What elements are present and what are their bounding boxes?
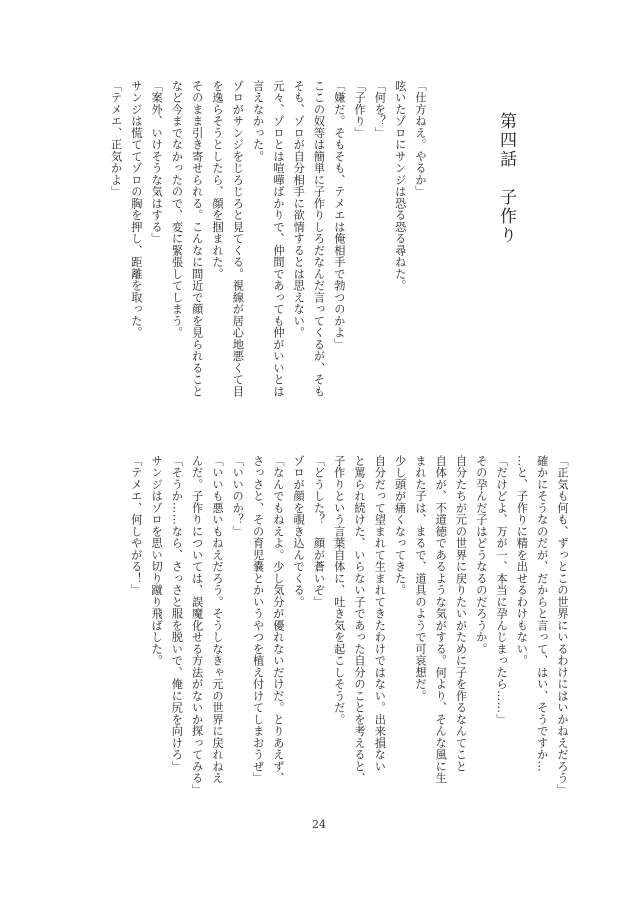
text-line: 「仕方ねえ。やるか」 — [414, 80, 427, 198]
text-line: と罵られ続けた、いらない子であった自分のことを考えると、 — [353, 455, 367, 784]
text-line: ゾロが顔を覗き込んでくる。 — [292, 455, 306, 608]
text-line: 少し頭が痛くなってきた。 — [393, 455, 407, 596]
text-line: サンジは慌ててゾロの胸を押し、距離を取った。 — [129, 80, 143, 339]
text-line: んだ。子作りについては、誤魔化せる方法がないか探ってみる」 — [190, 455, 204, 796]
text-line: 「いいも悪いもねえだろう。そうしなきゃ元の世界に戻れねえ — [210, 455, 224, 784]
text-line: その孕んだ子はどうなるのだろうか。 — [474, 455, 488, 655]
text-line: を逸らそうとしたら、顔を掴まれた。 — [211, 80, 225, 280]
text-line: 子作りという言葉自体に、吐き気を起こしそうだ。 — [332, 455, 346, 726]
text-line: さっさと、その育児嚢とかいうやつを植え付けてしまおうぜ」 — [251, 455, 265, 784]
text-line: 確かにそうなのだが、だからと言って、はい、そうですか… — [535, 455, 549, 773]
text-line: 「何を？」 — [373, 80, 387, 139]
text-line: サンジはゾロを思い切り蹴り飛ばした。 — [150, 455, 164, 667]
text-line: 自分だって望まれて生まれてきたわけではない。出来損ない — [373, 455, 387, 773]
text-line: 「そうか……なら、さっさと服を脱いで、俺に尻を向けろ」 — [170, 455, 184, 773]
text-line: 「だけどよ、万が一、本当に孕んじまったら……」 — [495, 455, 509, 726]
text-line: 「テメエ、何しやがる！」 — [129, 455, 143, 596]
text-line: 「正気も何も、ずっとこの世界にいるわけにはいかねえだろう」 — [556, 455, 569, 796]
text-line: 元々、ゾロとは喧嘩ばかりで、仲間であっても仲がいいとは — [271, 80, 285, 398]
text-line: そのまま引き寄せられる。こんなに間近で顔を見られること — [190, 80, 204, 398]
chapter-title: 第四話 子作り — [496, 112, 516, 245]
text-line: 言えなかった。 — [251, 80, 265, 163]
text-line: 「嫌だ。そもそも、テメエは俺相手で勃つのかよ」 — [332, 80, 346, 351]
text-line: など今までなかったので、変に緊張してしまう。 — [170, 80, 184, 339]
text-block-upper — [110, 80, 430, 425]
text-line: 自分たちが元の世界に戻りたいがために子を作るなんてこと — [454, 455, 468, 773]
text-line: そも、ゾロが自分相手に欲情するとは思えない。 — [292, 80, 306, 339]
text-line: …と、子作りに精を出せるわけもない。 — [515, 455, 529, 667]
text-line: 「テメエ、正気かよ」 — [109, 80, 123, 198]
text-line: 「なんでもねえよ。少し気分が優れないだけだ。とりあえず、 — [271, 455, 285, 784]
text-line: 「案外、いけそうな気はする」 — [150, 80, 164, 245]
text-line: ここの奴等は簡単に子作りしろだなんだ言ってくるが、そも — [312, 80, 326, 398]
text-line: 呟いたゾロにサンジは恐る恐る尋ねた。 — [393, 80, 407, 292]
text-line: 「どうした？ 顔が蒼いぞ」 — [312, 455, 326, 608]
text-line: 自体が、不道徳であるような気がする。何より、そんな風に生 — [434, 455, 448, 784]
text-line: 「子作り」 — [353, 80, 367, 139]
text-line: ゾロがサンジをじろじろと見てくる。視線が居心地悪くて目 — [231, 80, 245, 398]
text-block-lower — [112, 455, 572, 800]
text-line: まれた子は、まるで、道具のようで可哀想だ。 — [413, 455, 427, 702]
text-line: 「いいのか？」 — [231, 455, 245, 538]
page-number: 24 — [312, 818, 326, 831]
